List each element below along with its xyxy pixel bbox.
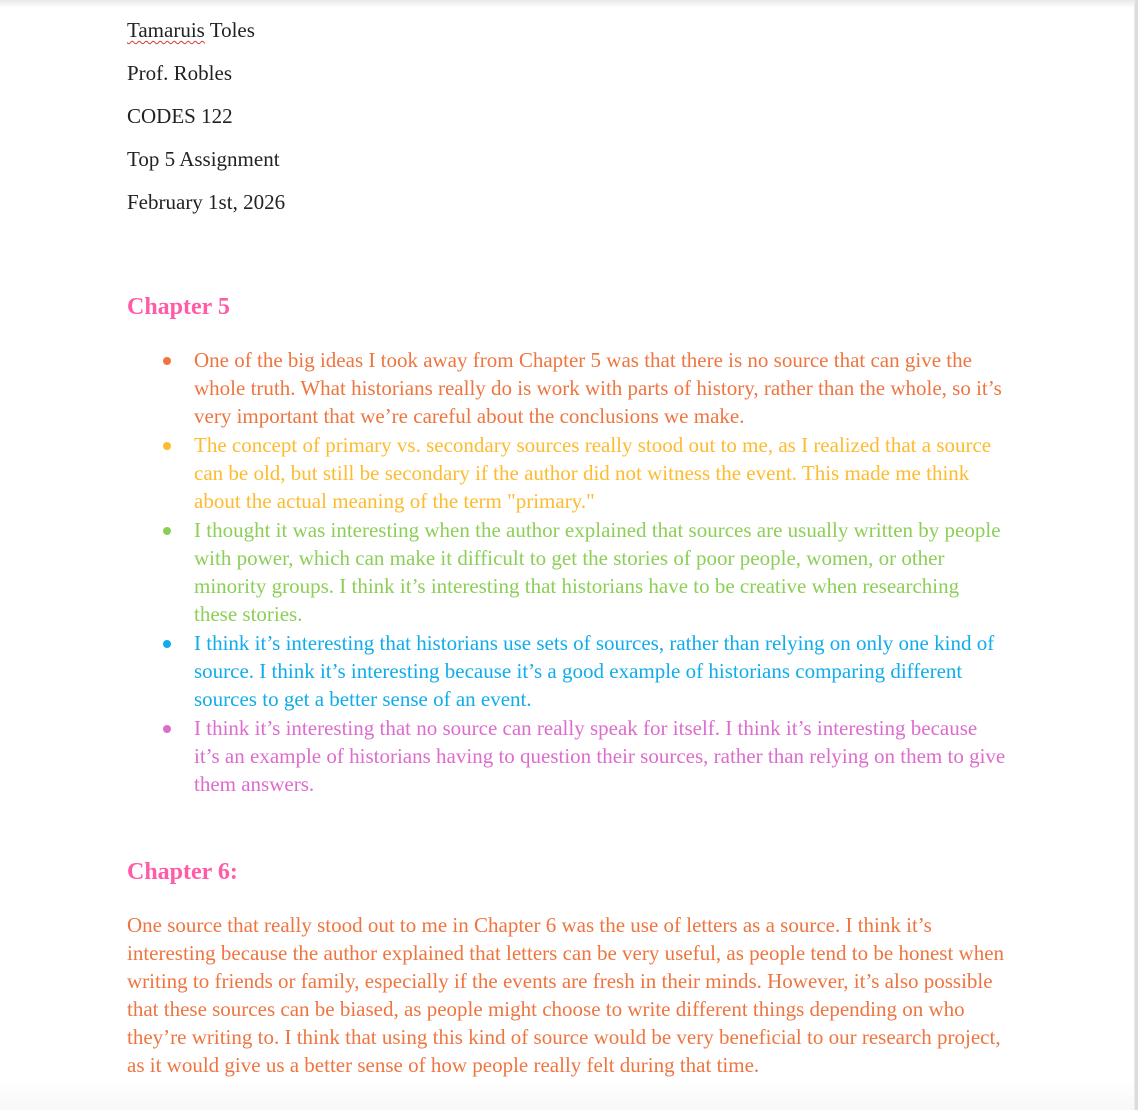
assignment-title: Top 5 Assignment: [127, 147, 280, 171]
bullet-dot-icon: [163, 527, 171, 535]
author-name: [127, 16, 1007, 59]
professor-name: Prof. Robles: [127, 61, 232, 85]
course-code: CODES 122: [127, 104, 233, 128]
bullet-item: [127, 629, 1007, 713]
page-top-shadow: [0, 0, 1138, 8]
bullet-text: I think it’s interesting that no source can really speak for itself. I think it’s interesting because it’s an example of historians having to question their sources, rather than relying on them to give them answers.: [194, 716, 1006, 796]
page-bottom-fade: [0, 1080, 1138, 1110]
bullet-item: [127, 431, 1007, 515]
bullet-text: One of the big ideas I took away from Chapter 5 was that there is no source that can give the whole truth. What historians really do is work with parts of history, rather than the whole, so it’s very important that we’re careful about the conclusions we make.: [194, 348, 1002, 428]
vertical-scrollbar-track[interactable]: [1134, 0, 1138, 1110]
chapter-6-paragraph: One source that really stood out to me in Chapter 6 was the use of letters as a source. I think it’s interesting because the author explained that letters can be very useful, as people tend to be honest when writing to friends or family, especially if the events are fresh in their minds. However, it’s also possible that these sources can be biased, as people might choose to write different things depending on who they’re writing to. I think that using this kind of source would be very beneficial to our research project, as it would give us a better sense of how people really felt during that time.: [127, 913, 1005, 1077]
bullet-item: [127, 346, 1007, 430]
author-last-name: Toles: [204, 18, 255, 42]
bullet-text: The concept of primary vs. secondary sources really stood out to me, as I realized that a source can be old, but still be secondary if the author did not witness the event. This made me think about the actual meaning of the term "primary.": [194, 433, 992, 513]
bullet-item: [127, 516, 1007, 628]
document-page[interactable]: [127, 16, 1007, 1079]
bullet-dot-icon: [163, 442, 171, 450]
bullet-text: I think it’s interesting that historians use sets of sources, rather than relying on only one kind of source. I think it’s interesting because it’s a good example of historians comparing different sources to get a better sense of an event.: [194, 631, 995, 711]
bullet-dot-icon: [163, 640, 171, 648]
bullet-dot-icon: [163, 725, 171, 733]
document-date: February 1st, 2026: [127, 190, 286, 214]
bullet-text: I thought it was interesting when the author explained that sources are usually written by people with power, which can make it difficult to get the stories of poor people, women, or other minority groups. I think it’s interesting that historians have to be creative when researching these stories.: [194, 518, 1001, 626]
chapter-6-heading: Chapter 6:: [127, 859, 238, 885]
bullet-item: [127, 714, 1007, 798]
bullet-dot-icon: [163, 357, 171, 365]
chapter-5-bullet-list: [127, 346, 1007, 798]
spellcheck-flagged-word[interactable]: Tamaruis: [127, 18, 205, 42]
chapter-5-heading: Chapter 5: [127, 294, 230, 320]
